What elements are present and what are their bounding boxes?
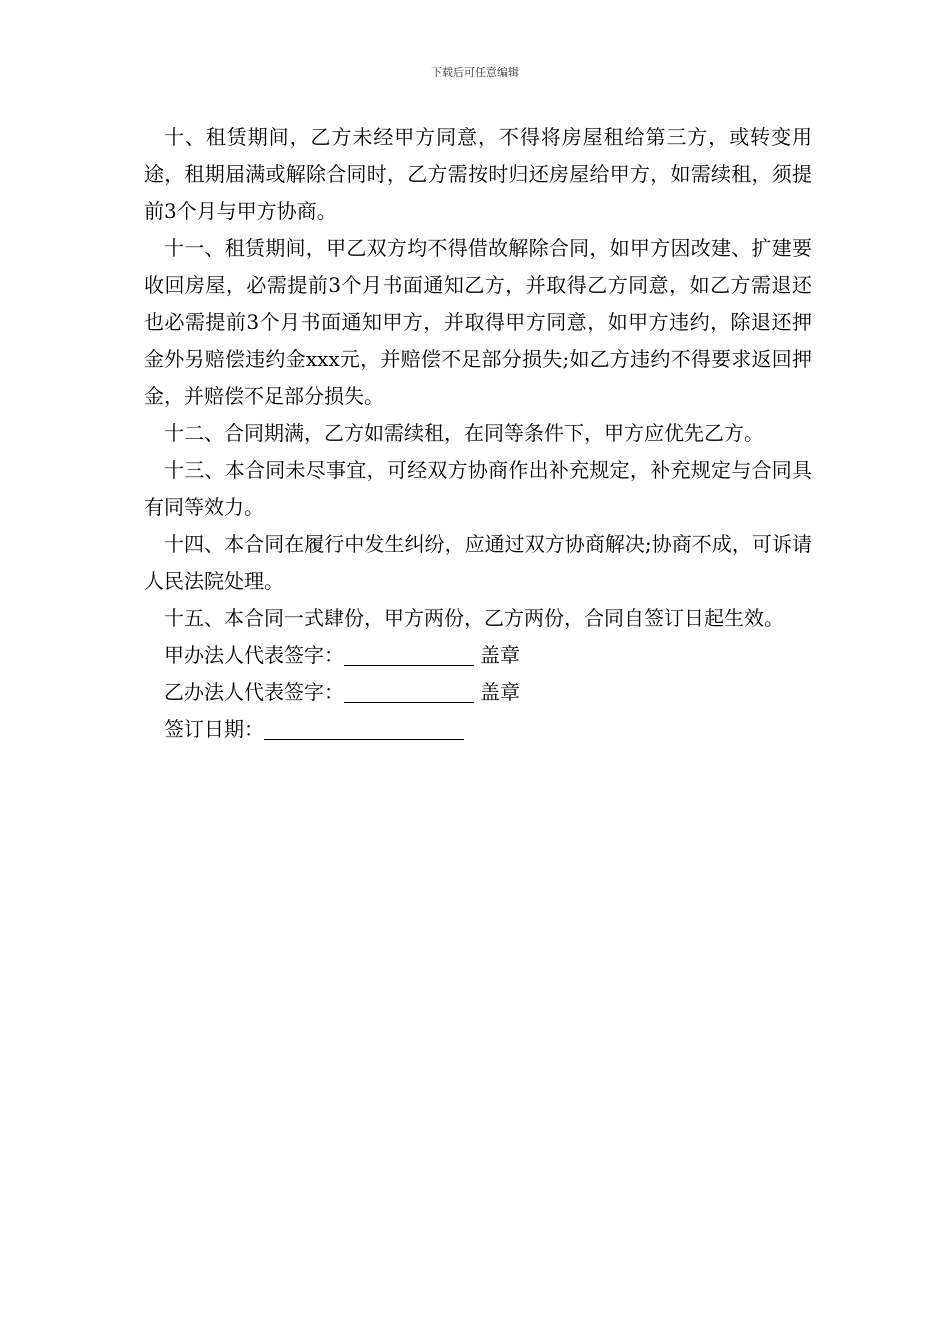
clause-11: 十一、租赁期间，甲乙双方均不得借故解除合同，如甲方因改建、扩建要收回房屋，必需提前3个月书面通知乙方，并取得乙方同意，如乙方需退还也必需提前3个月书面通知甲方，并取得甲方同意，如甲方违约，除退还押金外另赔偿违约金xxx元，并赔偿不足部分损失;如乙方违约不得要求返回押金，并赔偿不足部分损失。 [144,236,812,408]
clause-10: 十、租赁期间，乙方未经甲方同意，不得将房屋租给第三方，或转变用途，租期届满或解除合同时，乙方需按时归还房屋给甲方，如需续租，须提前3个月与甲方协商。 [144,125,812,223]
signing-date-blank [264,717,464,740]
document-body [144,119,812,748]
signing-date-label: 签订日期： [164,717,264,741]
party-b-seal-label: 盖章 [480,680,520,704]
signing-date-line [144,711,812,748]
clause-14: 十四、本合同在履行中发生纠纷，应通过双方协商解决;协商不成，可诉请人民法院处理。 [144,532,812,593]
party-b-signature-blank [344,680,474,703]
clause-12: 十二、合同期满，乙方如需续租，在同等条件下，甲方应优先乙方。 [164,421,764,445]
clause-15: 十五、本合同一式肆份，甲方两份，乙方两份，合同自签订日起生效。 [164,606,784,630]
header-note: 下载后可任意编辑 [431,66,519,79]
clause-13: 十三、本合同未尽事宜，可经双方协商作出补充规定，补充规定与合同具有同等效力。 [144,458,812,519]
party-b-signature-line [144,674,812,711]
party-a-signature-blank [344,643,474,666]
party-a-seal-label: 盖章 [480,643,520,667]
party-b-signature-label: 乙办法人代表签字： [164,680,344,704]
party-a-signature-line [144,637,812,674]
party-a-signature-label: 甲办法人代表签字： [164,643,344,667]
